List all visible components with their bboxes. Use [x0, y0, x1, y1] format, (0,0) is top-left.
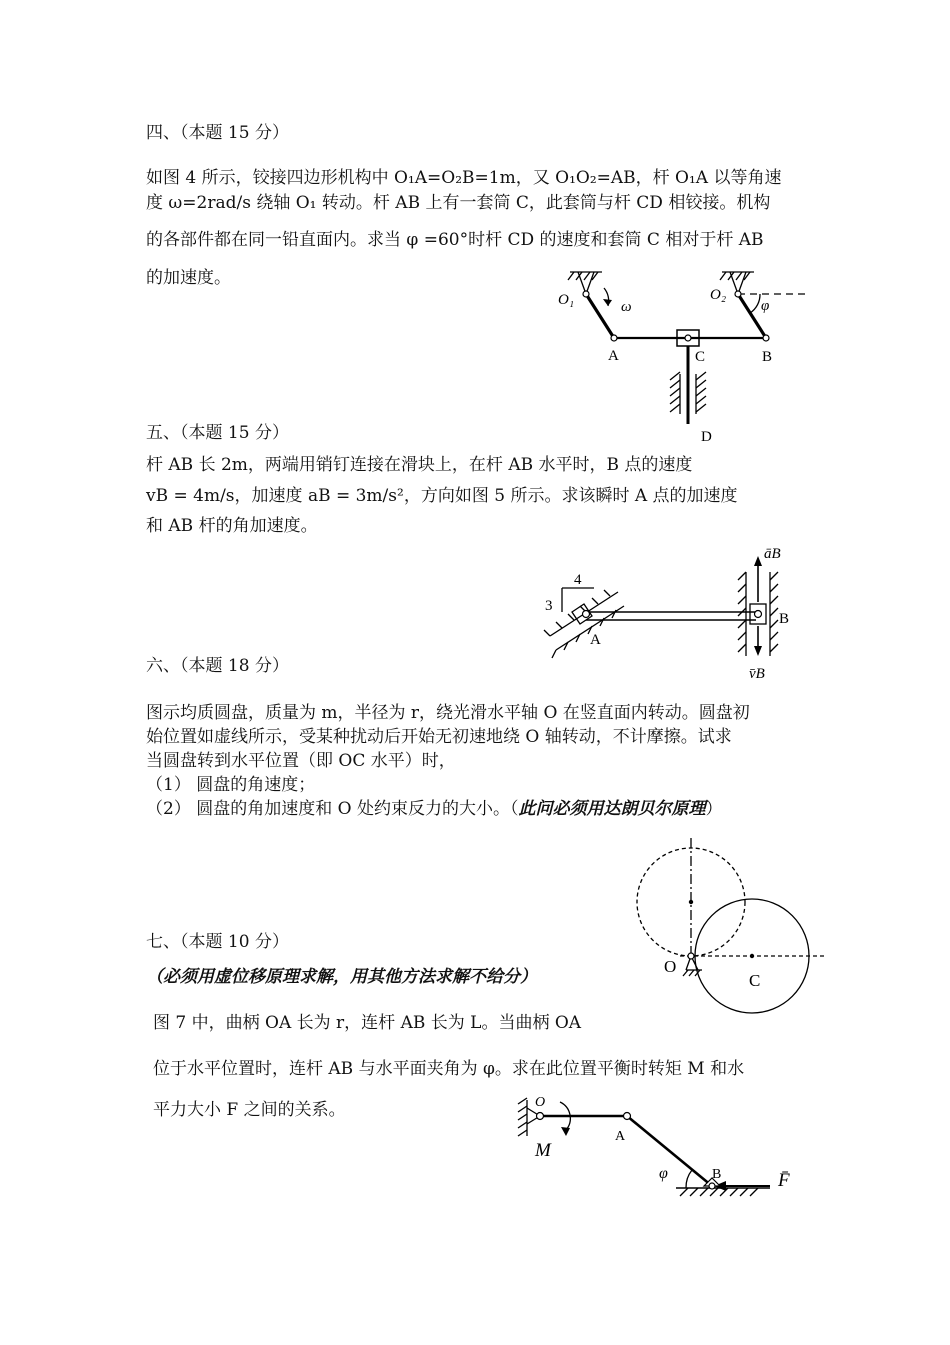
- q4-text-line4: 的加速度。: [146, 268, 231, 288]
- fig7-label-phi: φ: [659, 1165, 668, 1182]
- q7-text-line3: 平力大小 F 之间的关系。: [153, 1100, 346, 1120]
- fig4-label-omega: ω: [621, 299, 632, 315]
- q4-text-line3: 的各部件都在同一铅直面内。求当 φ =60°时杆 CD 的速度和套筒 C 相对于杆 AB: [146, 230, 764, 250]
- q7-text-line1: 图 7 中，曲柄 OA 长为 r，连杆 AB 长为 L。当曲柄 OA: [153, 1013, 582, 1033]
- q4-text-line1: 如图 4 所示，铰接四边形机构中 O₁A=O₂B=1m，又 O₁O₂=AB，杆 O₁A 以等角速: [146, 168, 782, 188]
- fig5-label-vB: v̄B: [749, 666, 765, 682]
- fig7-label-m: M: [535, 1140, 551, 1161]
- q6-text-line2: 始位置如虚线所示，受某种扰动后开始无初速地绕 O 轴转动，不计摩擦。试求: [146, 727, 732, 747]
- q7-note: （必须用虚位移原理求解，用其他方法求解不给分）: [146, 967, 537, 987]
- q6-item2-text: （2） 圆盘的角加速度和 O 处约束反力的大小。（: [146, 799, 519, 819]
- fig6-label-c: C: [749, 971, 761, 990]
- fig7-label-f: F̄: [778, 1170, 790, 1191]
- q6-item2-emphasis: 此问必须用达朗贝尔原理: [518, 799, 706, 819]
- q5-text-line1: 杆 AB 长 2m，两端用销钉连接在滑块上，在杆 AB 水平时，B 点的速度: [146, 455, 693, 475]
- q6-heading: 六、（本题 18 分）: [146, 656, 289, 676]
- fig4-label-c: C: [695, 349, 706, 365]
- fig5-label-b: B: [779, 611, 790, 627]
- q6-text-line1: 图示均质圆盘，质量为 m，半径为 r，绕光滑水平轴 O 在竖直面内转动。圆盘初: [146, 703, 750, 723]
- fig5-label-aB: āB: [764, 546, 781, 562]
- fig5-label-4: 4: [574, 572, 582, 588]
- fig4-label-phi: φ: [761, 298, 770, 314]
- q6-item1: （1） 圆盘的角速度；: [146, 775, 316, 795]
- fig7-label-a: A: [615, 1129, 626, 1144]
- fig4-label-a: A: [608, 348, 619, 364]
- q6-item2-close: ）: [705, 799, 723, 819]
- fig7-label-o: O: [535, 1095, 546, 1110]
- q4-text-line2: 度 ω=2rad/s 绕轴 O₁ 转动。杆 AB 上有一套筒 C，此套筒与杆 CD 相铰接。机构: [146, 193, 771, 213]
- fig4-label-o2: O₂: [710, 287, 727, 303]
- q5-text-line3: 和 AB 杆的角加速度。: [146, 516, 318, 536]
- q5-text-line2: vB = 4m/s，加速度 aB = 3m/s²，方向如图 5 所示。求该瞬时 A 点的加速度: [146, 486, 738, 506]
- fig5-label-3: 3: [545, 598, 553, 614]
- q7-heading: 七、（本题 10 分）: [146, 932, 289, 952]
- q5-heading: 五、（本题 15 分）: [146, 423, 289, 443]
- fig4-label-b: B: [762, 349, 773, 365]
- fig6-label-o: O: [664, 957, 677, 976]
- q6-text-line3: 当圆盘转到水平位置（即 OC 水平）时，: [146, 751, 456, 771]
- fig5-label-a: A: [590, 632, 601, 648]
- q4-heading: 四、（本题 15 分）: [146, 123, 289, 143]
- fig7-label-b: B: [712, 1167, 722, 1182]
- fig4-label-d: D: [701, 429, 712, 445]
- fig4-label-o1: O₁: [558, 292, 575, 308]
- q7-text-line2: 位于水平位置时，连杆 AB 与水平面夹角为 φ。求在此位置平衡时转矩 M 和水: [153, 1059, 745, 1079]
